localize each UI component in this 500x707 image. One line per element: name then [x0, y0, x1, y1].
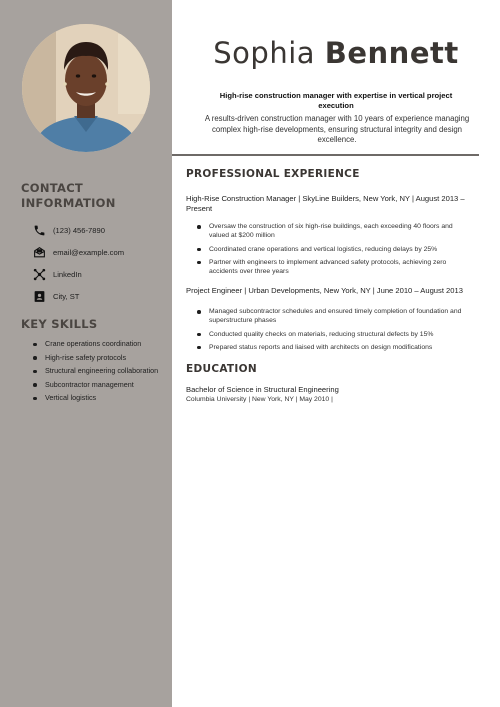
profile-photo — [22, 24, 150, 152]
bullet-item: Coordinated crane operations and vertical logistics, reducing delays by 25% — [196, 245, 474, 254]
header-divider — [172, 154, 479, 156]
job-header — [186, 194, 480, 214]
bullet-item: Managed subcontractor schedules and ensured timely completion of foundation and superstructure phases — [196, 307, 474, 326]
contact-email — [31, 241, 124, 263]
contact-heading: CONTACT INFORMATION — [21, 181, 116, 210]
summary: A results-driven construction manager with 10 years of experience managing complex high-rise developments, ensuring structural integrity and design excellence. — [204, 114, 470, 144]
job-header — [186, 286, 480, 296]
contact-email-text[interactable]: email@example.com — [53, 247, 125, 257]
skills-list — [31, 339, 166, 407]
portrait-image — [22, 24, 150, 152]
skill-item: Subcontractor management — [31, 380, 166, 390]
skill-item: High-rise safety protocols — [31, 353, 166, 363]
bullet-item: Prepared status reports and liaised with architects on design modifications — [196, 343, 474, 352]
skill-item: Crane operations coordination — [31, 339, 166, 349]
skill-item: Structural engineering collaboration — [31, 366, 166, 376]
phone-icon — [31, 222, 47, 238]
contact-list — [31, 219, 124, 307]
job-details: | Urban Developments, New York, NY | June 2010 – August 2013 — [242, 286, 463, 295]
last-name: Bennett — [324, 36, 459, 70]
contact-linkedin — [31, 263, 124, 285]
school-details: Columbia University | New York, NY | May 2010 | — [186, 396, 333, 403]
bullet-item: Conducted quality checks on materials, reducing structural defects by 15% — [196, 330, 474, 339]
job-title: Project Engineer — [186, 286, 243, 295]
job-bullets — [196, 222, 474, 280]
bullet-item: Partner with engineers to implement advanced safety protocols, achieving zero accidents over three years — [196, 258, 474, 277]
contact-phone — [31, 219, 124, 241]
education-heading: EDUCATION — [186, 363, 257, 375]
first-name: Sophia — [213, 36, 316, 70]
contact-location-text: City, ST — [53, 291, 80, 301]
job-bullets — [196, 307, 474, 356]
contact-phone-text: (123) 456-7890 — [53, 225, 105, 235]
job-title: High-Rise Construction Manager — [186, 194, 297, 203]
sidebar — [0, 0, 172, 707]
linkedin-icon — [31, 266, 47, 282]
bullet-item: Oversaw the construction of six high-rise buildings, each exceeding 40 floors and valued at $200 million — [196, 222, 474, 241]
email-icon — [31, 244, 47, 260]
experience-heading: PROFESSIONAL EXPERIENCE — [186, 168, 360, 180]
degree: Bachelor of Science in Structural Engineering — [186, 385, 339, 394]
candidate-name — [172, 36, 500, 70]
contact-linkedin-text[interactable]: LinkedIn — [53, 269, 82, 279]
skills-heading: KEY SKILLS — [21, 317, 98, 331]
headline: High-rise construction manager with expertise in vertical project execution — [219, 91, 453, 110]
job-details: | SkyLine Builders, New York, NY | August 2013 – Present — [186, 194, 465, 213]
location-icon — [31, 288, 47, 304]
contact-location — [31, 285, 124, 307]
skill-item: Vertical logistics — [31, 393, 166, 403]
